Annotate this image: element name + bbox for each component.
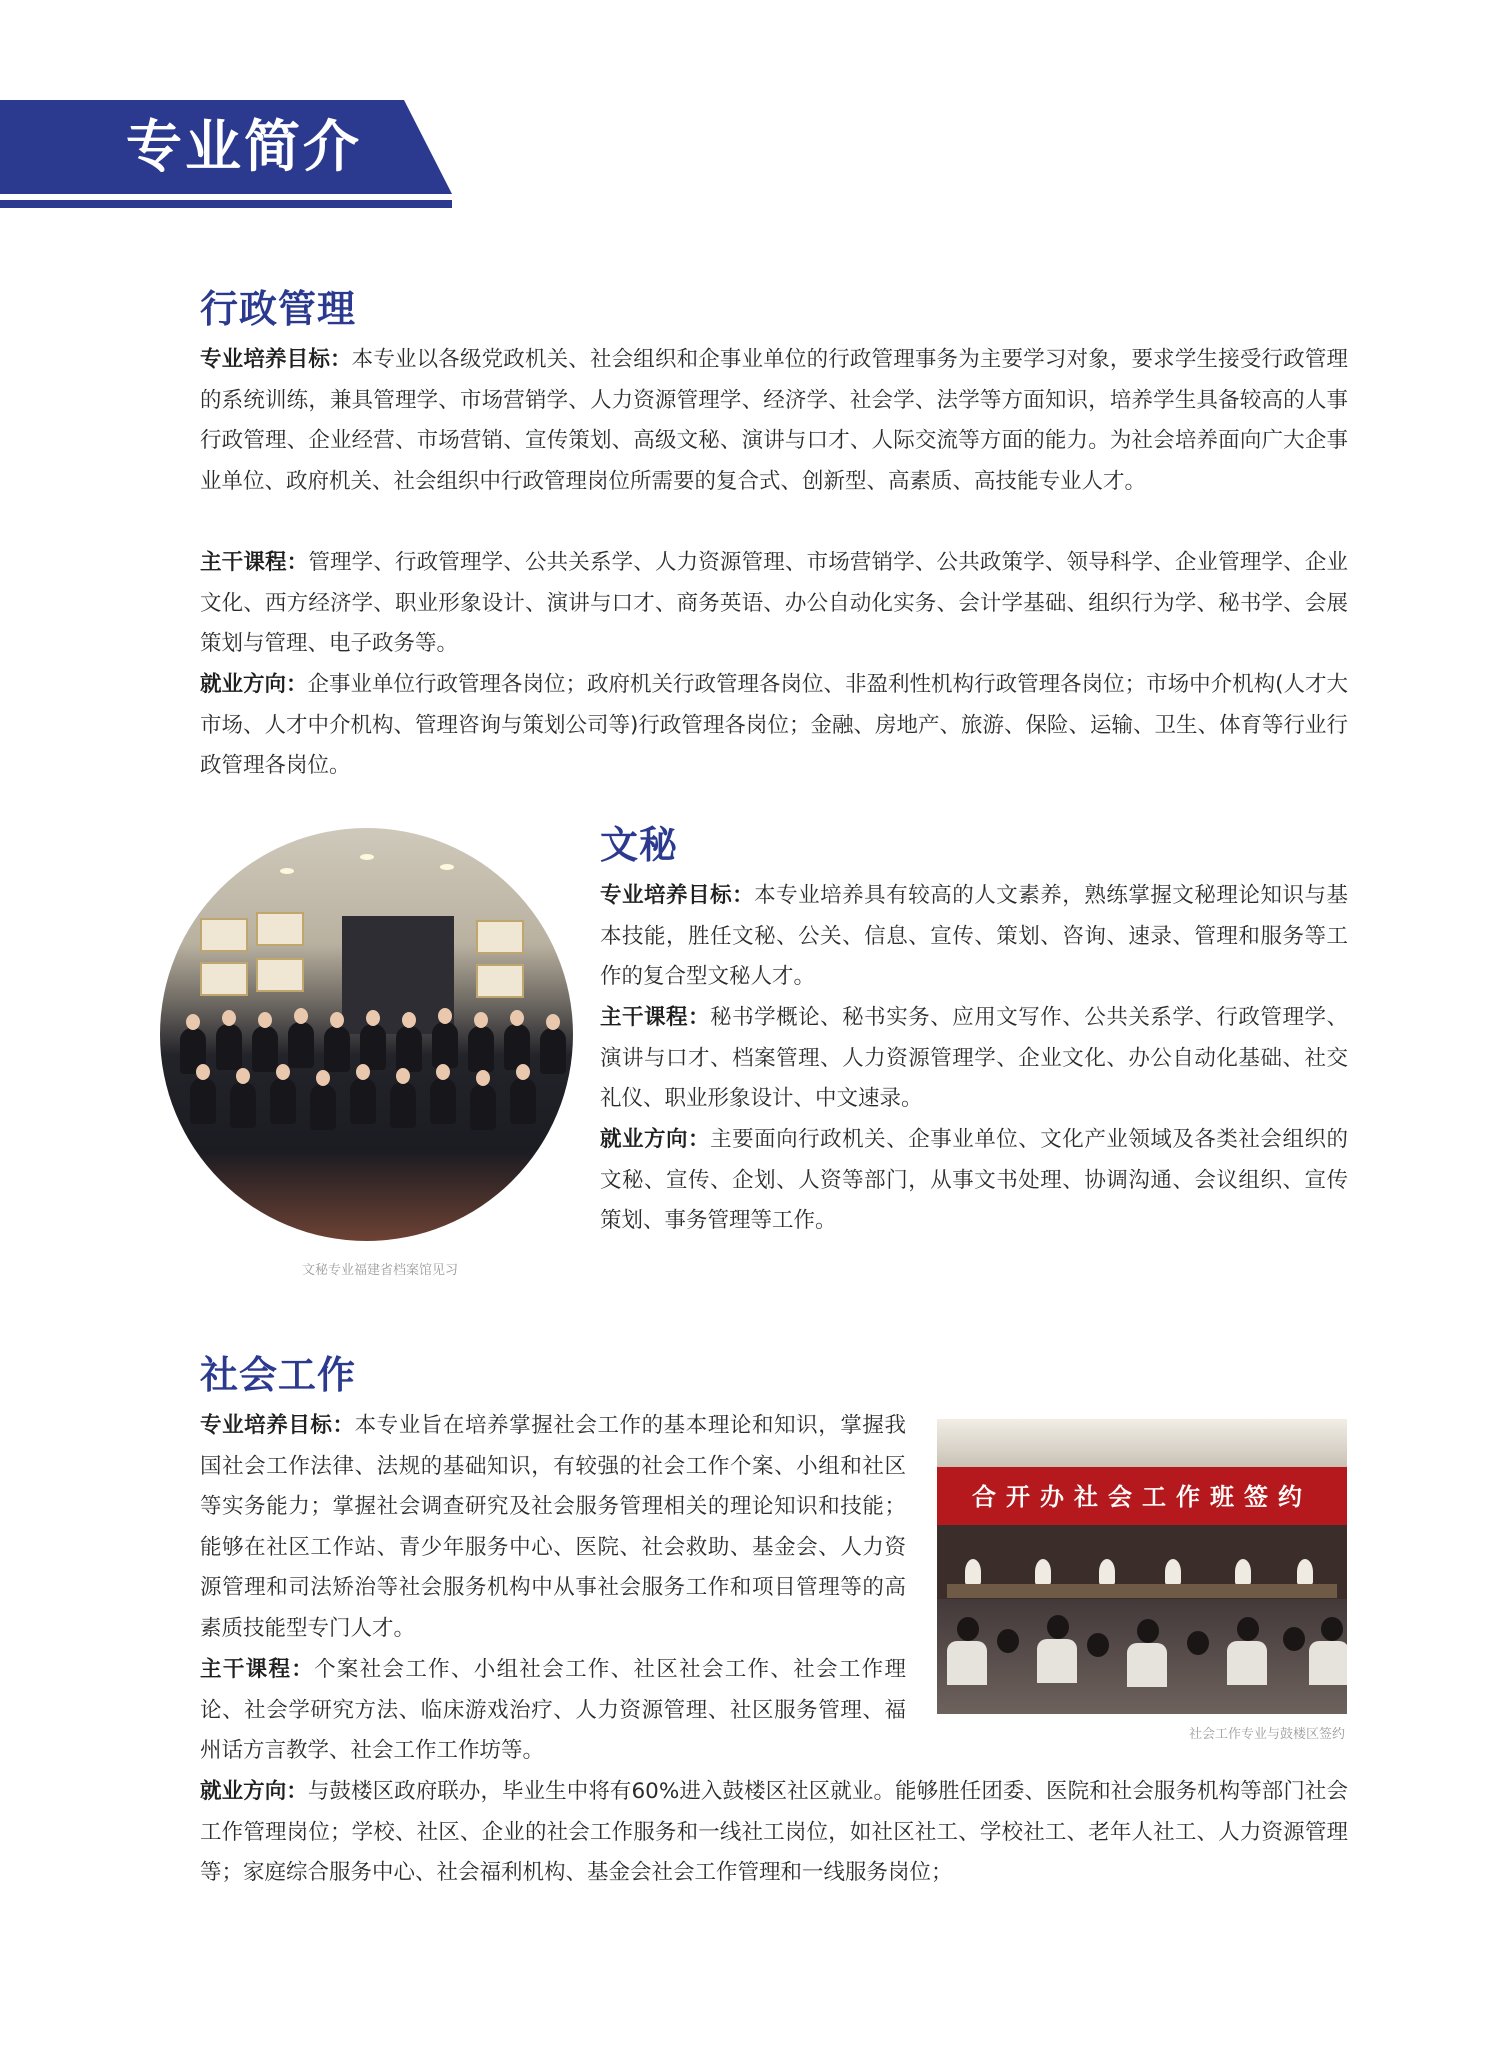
header-underline — [0, 200, 452, 208]
secretary-goal-label: 专业培养目标： — [600, 883, 755, 908]
secretary-goal-text: 本专业培养具有较高的人文素养，熟练掌握文秘理论知识与基本技能，胜任文秘、公关、信息、宣传、策划、咨询、速录、管理和服务等工作的复合型文秘人才。 — [600, 883, 1348, 989]
admin-courses-text: 管理学、行政管理学、公共关系学、人力资源管理、市场营销学、公共政策学、领导科学、企业管理学、企业文化、西方经济学、职业形象设计、演讲与口才、商务英语、办公自动化实务、会计学基础、组织行为学、秘书学、会展策划与管理、电子政务等。 — [200, 550, 1348, 656]
social-goal-text: 本专业旨在培养掌握社会工作的基本理论和知识，掌握我国社会工作法律、法规的基础知识，有较强的社会工作个案、小组和社区等实务能力；掌握社会调查研究及社会服务管理相关的理论知识和技能；能够在社区工作站、青少年服务中心、医院、社会救助、基金会、人力资源管理和司法矫治等社会服务机构中从事社会服务工作和项目管理等的高素质技能型专门人才。 — [200, 1413, 906, 1641]
social-courses — [200, 1650, 906, 1772]
section-title-secretary: 文秘 — [600, 823, 679, 867]
social-goal — [200, 1406, 906, 1649]
section-title-social-work: 社会工作 — [200, 1353, 357, 1397]
admin-careers-label: 就业方向： — [200, 672, 308, 697]
secretary-careers — [600, 1120, 1348, 1242]
section-title-admin: 行政管理 — [200, 287, 357, 331]
admin-goal — [200, 340, 1348, 502]
social-courses-text: 个案社会工作、小组社会工作、社区社会工作、社会工作理论、社会学研究方法、临床游戏治疗、人力资源管理、社区服务管理、福州话方言教学、社会工作工作坊等。 — [200, 1657, 906, 1763]
secretary-photo-caption: 文秘专业福建省档案馆见习 — [301, 1263, 458, 1278]
secretary-courses-text: 秘书学概论、秘书实务、应用文写作、公共关系学、行政管理学、演讲与口才、档案管理、人力资源管理学、企业文化、办公自动化基础、社交礼仪、职业形象设计、中文速录。 — [600, 1005, 1348, 1111]
admin-careers — [200, 665, 1348, 787]
admin-goal-text: 本专业以各级党政机关、社会组织和企事业单位的行政管理事务为主要学习对象，要求学生接受行政管理的系统训练，兼具管理学、市场营销学、人力资源管理学、经济学、社会学、法学等方面知识，培养学生具备较高的人事行政管理、企业经营、市场营销、宣传策划、高级文秘、演讲与口才、人际交流等方面的能力。为社会培养面向广大企事业单位、政府机关、社会组织中行政管理岗位所需要的复合式、创新型、高素质、高技能专业人才。 — [200, 347, 1348, 494]
social-work-photo-caption: 社会工作专业与鼓楼区签约 — [1188, 1727, 1345, 1742]
secretary-careers-label: 就业方向： — [600, 1127, 711, 1152]
admin-courses — [200, 543, 1348, 665]
admin-careers-text: 企事业单位行政管理各岗位；政府机关行政管理各岗位、非盈利性机构行政管理各岗位；市场中介机构(人才大市场、人才中介机构、管理咨询与策划公司等)行政管理各岗位；金融、房地产、旅游、保险、运输、卫生、体育等行业行政管理各岗位。 — [200, 672, 1348, 778]
social-careers — [200, 1772, 1348, 1894]
secretary-goal — [600, 876, 1348, 998]
social-careers-text: 与鼓楼区政府联办，毕业生中将有60%进入鼓楼区社区就业。能够胜任团委、医院和社会服务机构等部门社会工作管理岗位；学校、社区、企业的社会工作服务和一线社工岗位，如社区社工、学校社工、老年人社工、人力资源管理等；家庭综合服务中心、社会福利机构、基金会社会工作管理和一线服务岗位； — [200, 1779, 1348, 1885]
secretary-courses-label: 主干课程： — [600, 1005, 711, 1030]
secretary-careers-text: 主要面向行政机关、企事业单位、文化产业领域及各类社会组织的文秘、宣传、企划、人资等部门，从事文书处理、协调沟通、会议组织、宣传策划、事务管理等工作。 — [600, 1127, 1348, 1233]
secretary-courses — [600, 998, 1348, 1120]
page-title: 专业简介 — [126, 115, 362, 180]
admin-goal-label: 专业培养目标： — [200, 347, 352, 372]
social-work-signing-photo — [937, 1419, 1347, 1714]
secretary-class-photo — [160, 828, 573, 1241]
social-courses-label: 主干课程： — [200, 1657, 315, 1682]
photo-red-banner — [937, 1467, 1347, 1525]
social-goal-label: 专业培养目标： — [200, 1413, 355, 1438]
social-careers-label: 就业方向： — [200, 1779, 308, 1804]
admin-courses-label: 主干课程： — [200, 550, 309, 575]
photo-banner-text: 合开办社会工作班签约 — [972, 1483, 1312, 1511]
